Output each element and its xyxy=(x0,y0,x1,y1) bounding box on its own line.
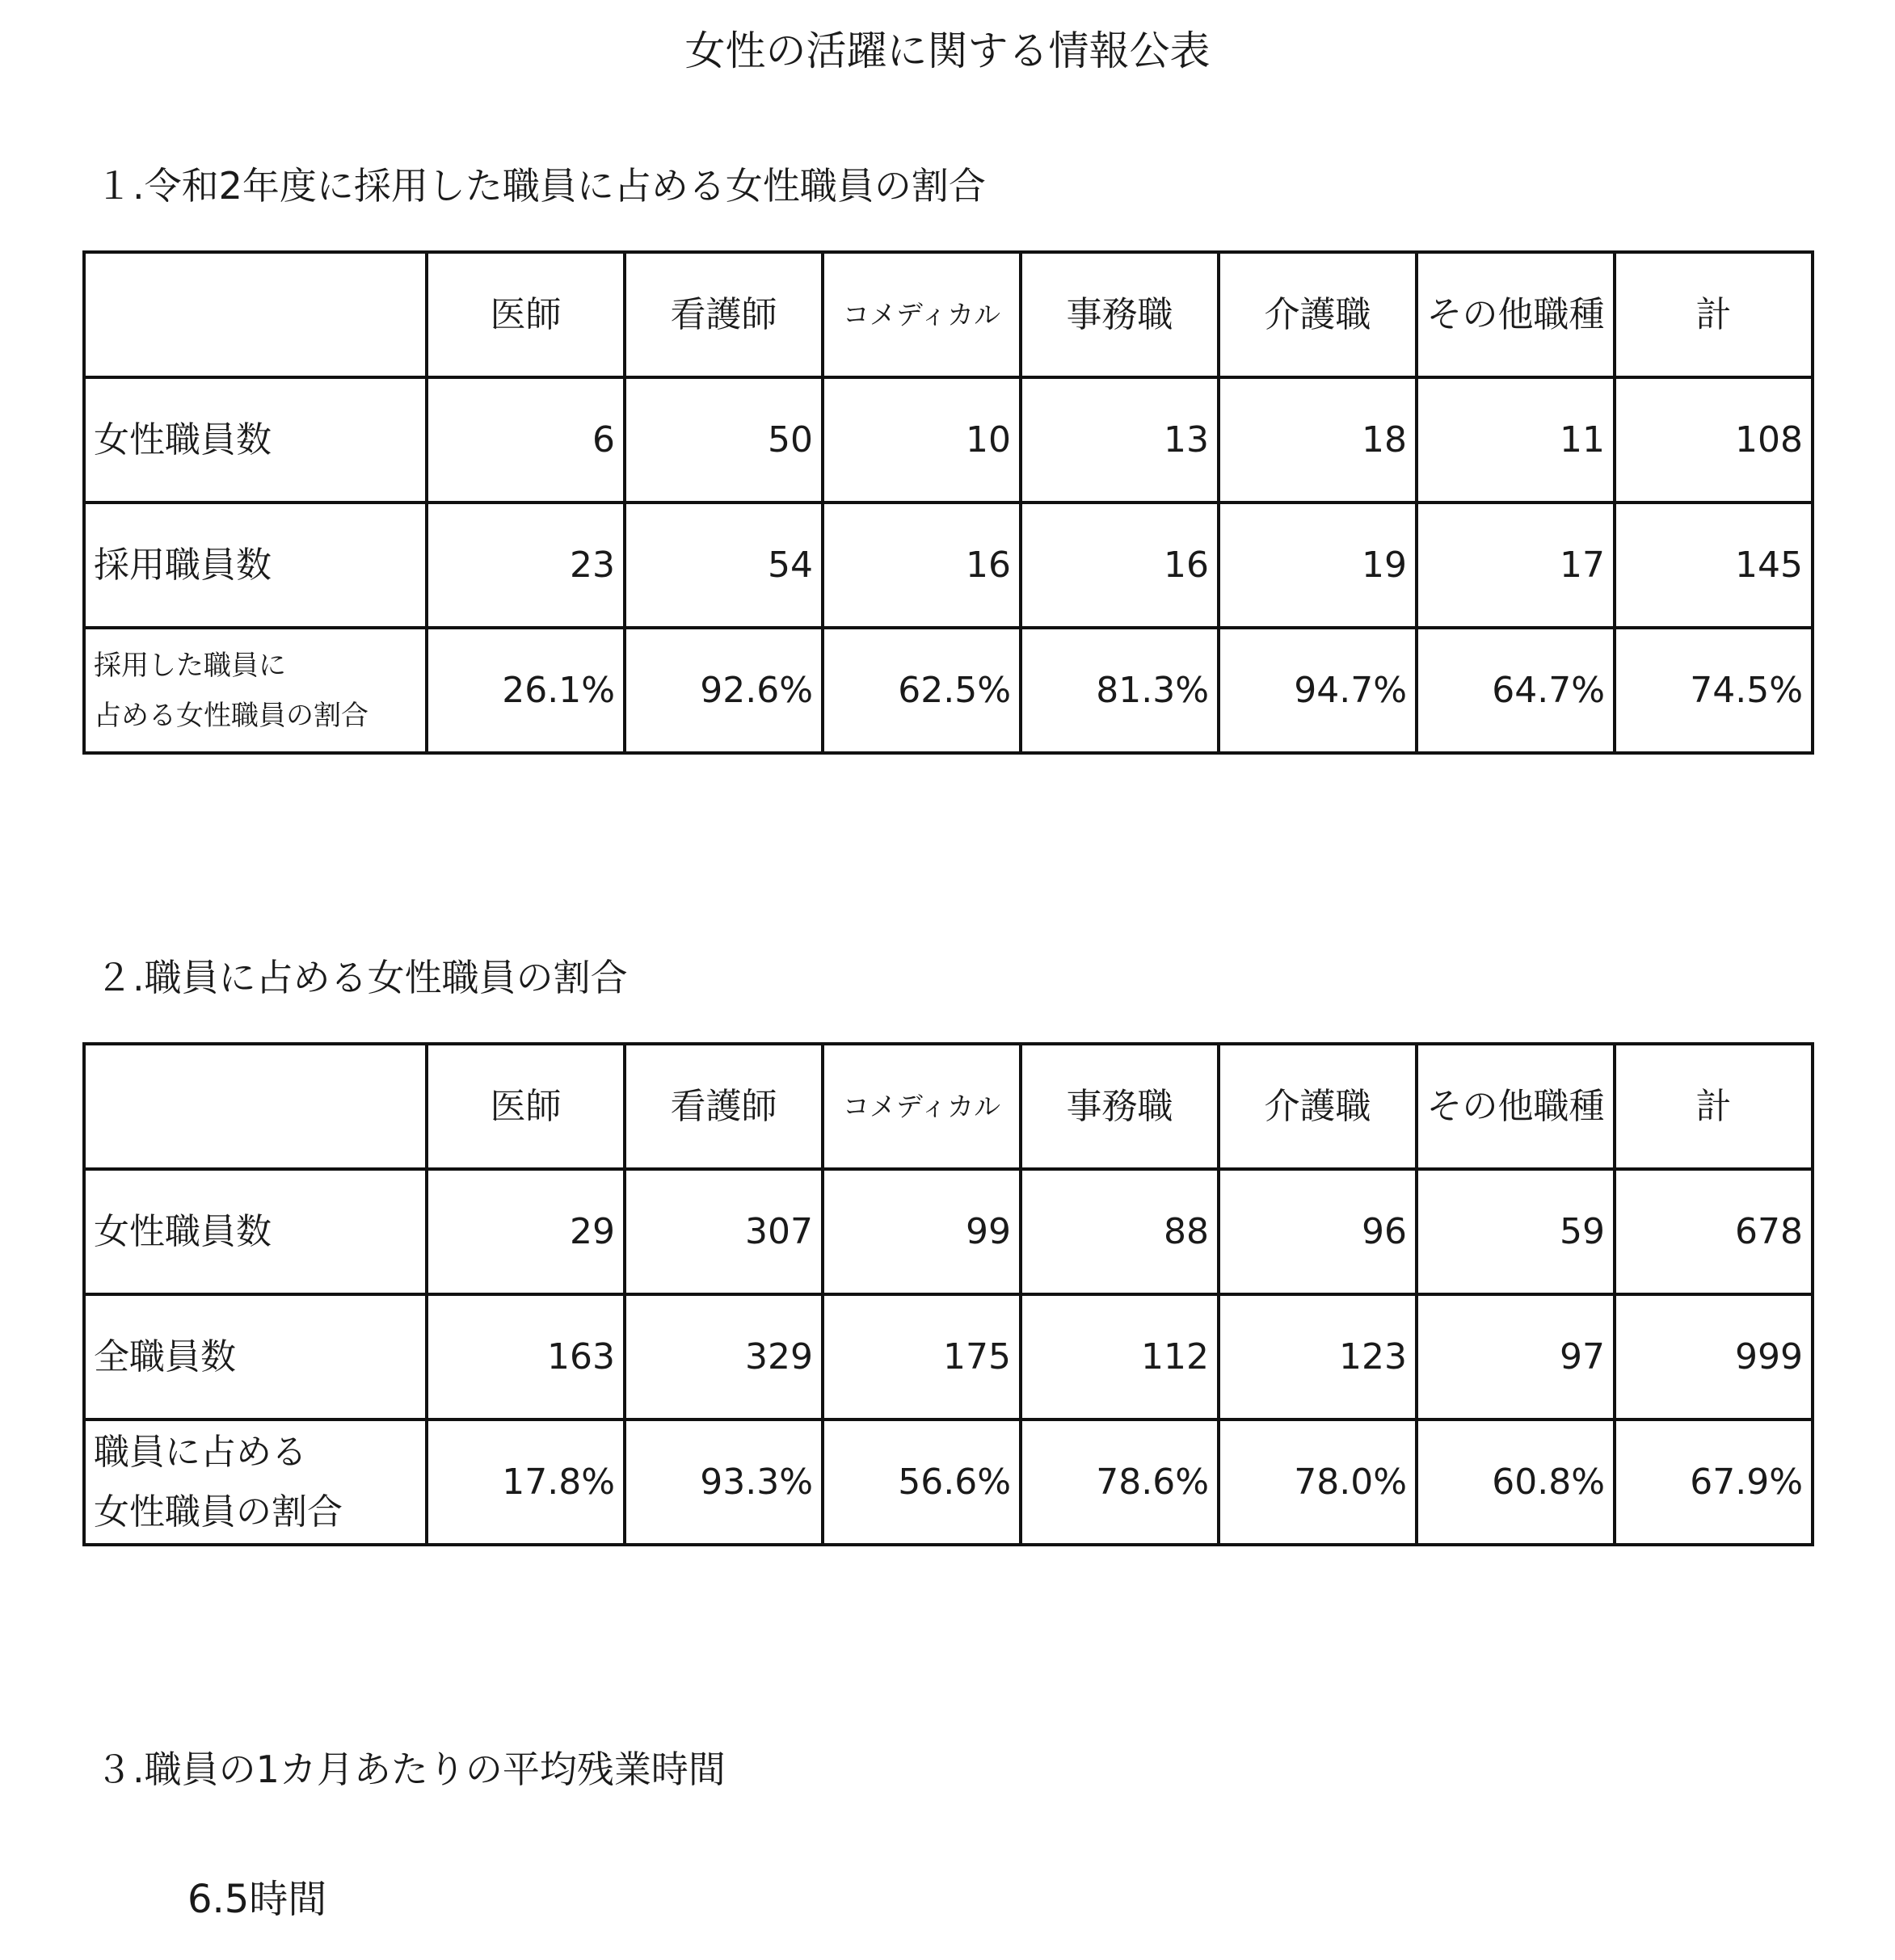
header-cell-total: 計 xyxy=(1615,252,1813,377)
section-3-heading: ３.職員の1カ月あたりの平均残業時間 xyxy=(95,1748,726,1791)
page-title: 女性の活躍に関する情報公表 xyxy=(684,27,1211,74)
table-cell: 16 xyxy=(823,503,1021,628)
header-cell-clerical: 事務職 xyxy=(1021,252,1219,377)
table-cell: 78.6% xyxy=(1021,1420,1219,1545)
table-cell: 678 xyxy=(1615,1169,1813,1294)
table-cell: 93.3% xyxy=(625,1420,823,1545)
row-label-line-2: 女性職員の割合 xyxy=(94,1491,343,1533)
table-cell: 18 xyxy=(1219,377,1417,503)
header-cell-other: その他職種 xyxy=(1417,1044,1615,1169)
row-label-line-1: 職員に占める xyxy=(94,1431,307,1473)
row-label: 女性職員数 xyxy=(84,377,427,503)
table-cell: 60.8% xyxy=(1417,1420,1615,1545)
table-cell: 11 xyxy=(1417,377,1615,503)
table-cell: 23 xyxy=(427,503,625,628)
header-cell-doctor: 医師 xyxy=(427,1044,625,1169)
table-cell: 62.5% xyxy=(823,628,1021,753)
table-cell: 88 xyxy=(1021,1169,1219,1294)
table-cell: 99 xyxy=(823,1169,1021,1294)
table-row xyxy=(84,1294,1813,1420)
row-label: 全職員数 xyxy=(84,1294,427,1420)
table-cell: 56.6% xyxy=(823,1420,1021,1545)
header-cell-total: 計 xyxy=(1615,1044,1813,1169)
row-label xyxy=(84,1420,427,1545)
table-cell: 329 xyxy=(625,1294,823,1420)
table-cell: 6 xyxy=(427,377,625,503)
table-cell: 26.1% xyxy=(427,628,625,753)
table-cell: 96 xyxy=(1219,1169,1417,1294)
table-cell: 29 xyxy=(427,1169,625,1294)
table-row xyxy=(84,628,1813,753)
header-cell-doctor: 医師 xyxy=(427,252,625,377)
row-label xyxy=(84,628,427,753)
table-cell: 16 xyxy=(1021,503,1219,628)
staff-female-ratio-table xyxy=(82,1042,1814,1546)
table-cell: 19 xyxy=(1219,503,1417,628)
table-header-row xyxy=(84,252,1813,377)
table-cell: 17 xyxy=(1417,503,1615,628)
table-row xyxy=(84,377,1813,503)
table-cell: 307 xyxy=(625,1169,823,1294)
table-row xyxy=(84,1169,1813,1294)
table-cell: 112 xyxy=(1021,1294,1219,1420)
table-cell: 64.7% xyxy=(1417,628,1615,753)
table-row xyxy=(84,503,1813,628)
header-cell-nurse: 看護師 xyxy=(625,252,823,377)
header-cell-empty xyxy=(84,1044,427,1169)
row-label: 女性職員数 xyxy=(84,1169,427,1294)
header-cell-care: 介護職 xyxy=(1219,1044,1417,1169)
table-cell: 74.5% xyxy=(1615,628,1813,753)
header-cell-comedical: コメディカル xyxy=(823,1044,1021,1169)
table-cell: 175 xyxy=(823,1294,1021,1420)
table-cell: 108 xyxy=(1615,377,1813,503)
table-cell: 999 xyxy=(1615,1294,1813,1420)
table-cell: 10 xyxy=(823,377,1021,503)
table-cell: 97 xyxy=(1417,1294,1615,1420)
table-cell: 17.8% xyxy=(427,1420,625,1545)
table-row xyxy=(84,1420,1813,1545)
row-label-line-2: 占める女性職員の割合 xyxy=(94,699,368,732)
table-cell: 92.6% xyxy=(625,628,823,753)
header-cell-other: その他職種 xyxy=(1417,252,1615,377)
section-1-heading: １.令和2年度に採用した職員に占める女性職員の割合 xyxy=(95,164,986,208)
header-cell-care: 介護職 xyxy=(1219,252,1417,377)
table-cell: 81.3% xyxy=(1021,628,1219,753)
row-label: 採用職員数 xyxy=(84,503,427,628)
row-label-line-1: 採用した職員に xyxy=(94,649,286,682)
table-cell: 67.9% xyxy=(1615,1420,1813,1545)
section-2-heading: ２.職員に占める女性職員の割合 xyxy=(95,956,628,999)
table-cell: 59 xyxy=(1417,1169,1615,1294)
table-cell: 54 xyxy=(625,503,823,628)
table-cell: 145 xyxy=(1615,503,1813,628)
table-cell: 94.7% xyxy=(1219,628,1417,753)
table-cell: 163 xyxy=(427,1294,625,1420)
table-header-row xyxy=(84,1044,1813,1169)
new-hire-female-ratio-table xyxy=(82,250,1814,755)
header-cell-comedical: コメディカル xyxy=(823,252,1021,377)
header-cell-clerical: 事務職 xyxy=(1021,1044,1219,1169)
table-cell: 123 xyxy=(1219,1294,1417,1420)
table-cell: 50 xyxy=(625,377,823,503)
header-cell-empty xyxy=(84,252,427,377)
table-cell: 78.0% xyxy=(1219,1420,1417,1545)
average-overtime-value: 6.5時間 xyxy=(187,1877,327,1922)
table-cell: 13 xyxy=(1021,377,1219,503)
header-cell-nurse: 看護師 xyxy=(625,1044,823,1169)
